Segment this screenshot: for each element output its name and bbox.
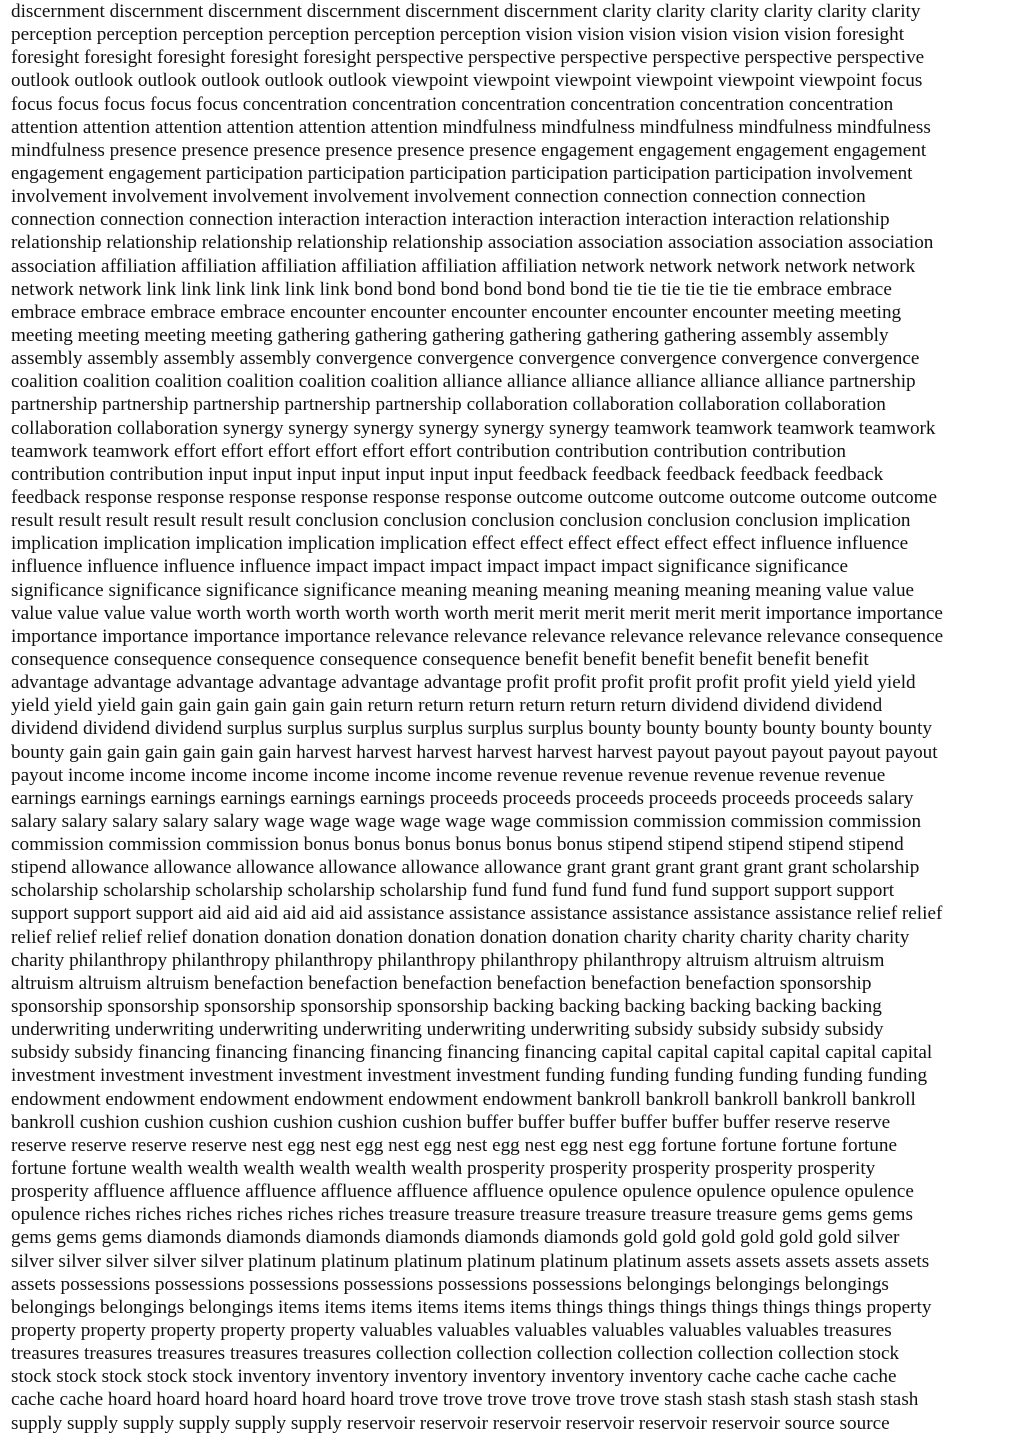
text-line: mindfulness presence presence presence presence presence presence engagement engagement engagement engagement: [11, 139, 927, 161]
text-line: attention attention attention attention attention attention mindfulness mindfulness mindfulness mindfulness mindfulness: [11, 116, 931, 138]
text-line: payout income income income income income income income revenue revenue revenue revenue revenue revenue: [11, 764, 886, 786]
text-line: property property property property property valuables valuables valuables valuables valuables valuables treasures: [11, 1320, 892, 1342]
text-line: value value value value worth worth worth worth worth worth merit merit merit merit merit merit importance importance: [11, 602, 943, 624]
text-line: outlook outlook outlook outlook outlook outlook viewpoint viewpoint viewpoint viewpoint viewpoint viewpoint focus: [11, 70, 923, 92]
text-line: earnings earnings earnings earnings earnings earnings proceeds proceeds proceeds proceeds proceeds proceeds salary: [11, 787, 914, 809]
text-line: salary salary salary salary salary wage wage wage wage wage wage commission commission commission commission: [11, 810, 922, 832]
text-line: significance significance significance significance meaning meaning meaning meaning meaning meaning value value: [11, 579, 915, 601]
text-line: prosperity affluence affluence affluence affluence affluence affluence opulence opulence opulence opulence opulence: [11, 1181, 914, 1203]
text-line: subsidy subsidy financing financing financing financing financing financing capital capital capital capital capital capital: [11, 1042, 933, 1064]
text-line: cache cache hoard hoard hoard hoard hoard hoard trove trove trove trove trove trove stash stash stash stash stash stash: [11, 1389, 919, 1411]
text-line: commission commission commission bonus bonus bonus bonus bonus bonus stipend stipend stipend stipend stipend: [11, 834, 904, 856]
text-line: stipend allowance allowance allowance allowance allowance allowance grant grant grant grant grant grant scholarship: [11, 857, 920, 879]
text-line: sponsorship sponsorship sponsorship sponsorship sponsorship backing backing backing backing backing backing: [11, 996, 882, 1018]
text-line: foresight foresight foresight foresight foresight perspective perspective perspective perspective perspective perspective: [11, 47, 925, 69]
text-line: underwriting underwriting underwriting underwriting underwriting underwriting subsidy subsidy subsidy subsidy: [11, 1019, 884, 1041]
text-line: stock stock stock stock stock inventory inventory inventory inventory inventory inventory cache cache cache cache: [11, 1366, 897, 1388]
text-line: importance importance importance importance relevance relevance relevance relevance relevance relevance consequence: [11, 625, 944, 647]
text-line: partnership partnership partnership partnership partnership collaboration collaboration collaboration collaboration: [11, 394, 886, 416]
text-line: dividend dividend dividend surplus surplus surplus surplus surplus surplus bounty bounty bounty bounty bounty bounty: [11, 718, 933, 740]
text-line: collaboration collaboration synergy synergy synergy synergy synergy synergy teamwork teamwork teamwork teamwork: [11, 417, 936, 439]
text-line: fortune fortune wealth wealth wealth wealth wealth wealth prosperity prosperity prosperity prosperity prosperity: [11, 1158, 876, 1180]
text-line: feedback response response response response response response outcome outcome outcome outcome outcome outcome: [11, 486, 938, 508]
text-line: endowment endowment endowment endowment endowment endowment bankroll bankroll bankroll bankroll bankroll: [11, 1088, 916, 1110]
text-line: treasures treasures treasures treasures treasures collection collection collection collection collection collection stock: [11, 1343, 900, 1365]
text-line: contribution contribution input input input input input input input feedback feedback feedback feedback feedback: [11, 463, 884, 485]
text-line: influence influence influence influence impact impact impact impact impact impact significance significance: [11, 556, 848, 578]
text-line: result result result result result result conclusion conclusion conclusion conclusion conclusion conclusion implication: [11, 510, 911, 532]
text-line: meeting meeting meeting meeting gathering gathering gathering gathering gathering gathering assembly assembly: [11, 324, 889, 346]
text-line: investment investment investment investment investment investment funding funding funding funding funding funding: [11, 1065, 928, 1087]
text-line: engagement engagement participation participation participation participation participation participation involvement: [11, 162, 913, 184]
text-line: assembly assembly assembly assembly convergence convergence convergence convergence convergence convergence: [11, 348, 920, 370]
text-line: yield yield yield gain gain gain gain gain gain return return return return return return dividend dividend dividend: [11, 695, 883, 717]
text-line: bankroll cushion cushion cushion cushion cushion cushion buffer buffer buffer buffer buffer buffer reserve reserve: [11, 1111, 891, 1133]
text-line: assets possessions possessions possessions possessions possessions possessions belongings belongings belongings: [11, 1273, 889, 1295]
text-line: altruism altruism altruism benefaction benefaction benefaction benefaction benefaction benefaction sponsorship: [11, 972, 872, 994]
document-body: [11, 0, 1017, 1435]
text-line: support support support aid aid aid aid aid aid assistance assistance assistance assistance assistance assistance relief relief: [11, 903, 943, 925]
text-line: supply supply supply supply supply supply reservoir reservoir reservoir reservoir reservoir reservoir source source: [11, 1412, 890, 1434]
text-line: gems gems gems diamonds diamonds diamonds diamonds diamonds diamonds gold gold gold gold gold gold silver: [11, 1227, 900, 1249]
text-line: relief relief relief relief donation donation donation donation donation donation charity charity charity charity charity: [11, 926, 910, 948]
text-line: consequence consequence consequence consequence consequence benefit benefit benefit benefit benefit benefit: [11, 648, 869, 670]
text-line: bounty gain gain gain gain gain gain harvest harvest harvest harvest harvest harvest payout payout payout payout payout: [11, 741, 938, 763]
text-line: network network link link link link link link bond bond bond bond bond bond tie tie tie tie tie tie embrace embrace: [11, 278, 892, 300]
text-line: connection connection connection interaction interaction interaction interaction interaction interaction relationship: [11, 209, 890, 231]
text-line: focus focus focus focus focus concentration concentration concentration concentration concentration concentration: [11, 93, 894, 115]
text-line: perception perception perception perception perception perception vision vision vision vision vision vision foresight: [11, 24, 905, 46]
text-line: relationship relationship relationship relationship relationship association association association association association: [11, 232, 934, 254]
text-line: reserve reserve reserve reserve nest egg nest egg nest egg nest egg nest egg nest egg fortune fortune fortune fortune: [11, 1134, 897, 1156]
text-line: charity philanthropy philanthropy philanthropy philanthropy philanthropy philanthropy altruism altruism altruism: [11, 949, 885, 971]
text-line: association affiliation affiliation affiliation affiliation affiliation affiliation network network network network network: [11, 255, 916, 277]
text-line: advantage advantage advantage advantage advantage advantage profit profit profit profit profit profit yield yield yield: [11, 672, 916, 694]
text-line: involvement involvement involvement involvement involvement connection connection connection connection: [11, 186, 866, 208]
text-line: coalition coalition coalition coalition coalition coalition alliance alliance alliance alliance alliance alliance partnership: [11, 371, 916, 393]
text-line: implication implication implication implication implication effect effect effect effect effect effect influence influence: [11, 533, 909, 555]
text-line: scholarship scholarship scholarship scholarship scholarship fund fund fund fund fund fund support support support: [11, 880, 895, 902]
text-line: belongings belongings belongings items items items items items items things things things things things things property: [11, 1296, 932, 1318]
text-line: opulence riches riches riches riches riches riches treasure treasure treasure treasure treasure treasure gems gems gems: [11, 1204, 913, 1226]
text-line: teamwork teamwork effort effort effort effort effort effort contribution contribution contribution contribution: [11, 440, 846, 462]
text-line: silver silver silver silver silver platinum platinum platinum platinum platinum platinum assets assets assets assets assets: [11, 1250, 930, 1272]
text-line: embrace embrace embrace embrace encounter encounter encounter encounter encounter encounter meeting meeting: [11, 301, 902, 323]
text-line: discernment discernment discernment discernment discernment discernment clarity clarity clarity clarity clarity clarity: [11, 1, 921, 22]
